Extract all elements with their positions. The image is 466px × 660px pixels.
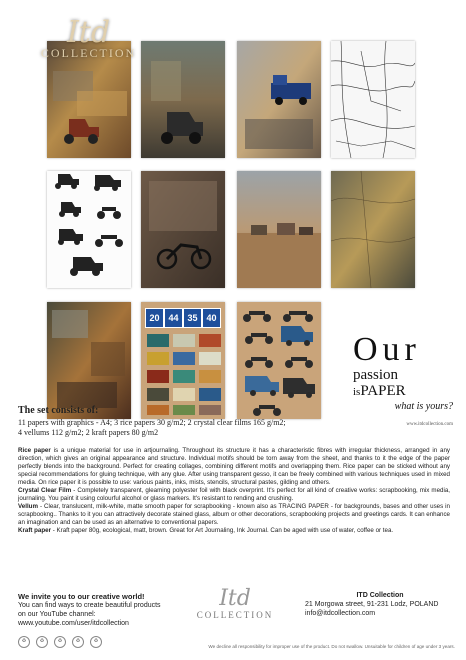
passion-url[interactable]: www.itdcollection.com (406, 422, 453, 427)
crystal-film-text: - Completely transparent, gleaming polyester foil with black overprint. It's perfect for all kind of creative works: scrapbooking, mix media, journaling. You paint it using colourful alcohol or glass markers. It's resistant to rending and crushing. (18, 487, 450, 502)
vellum-description (18, 503, 450, 527)
sheet-old-car-rust[interactable] (141, 41, 225, 158)
company-info (305, 591, 455, 618)
vellum-text: - Clear, translucent, milk-white, matte smooth paper for scrapbooking - known also as TRACING PAPER - for backgrounds, bases and other uses in scrapbookng.. Thanks to it you can attractively decorate stained glass, album or other decorations, scrapbooking projects and greetings cards. It can enhance an imagination and can be used as an alternative to conventional papers. (18, 503, 450, 526)
youtube-invite (18, 592, 188, 628)
highway-sign: 44 (164, 308, 183, 328)
company-address: 21 Morgowa street, 91-231 Lodz, POLAND (305, 601, 439, 608)
sheet-motorcycles-trucks[interactable] (237, 302, 321, 419)
logo-word: COLLECTION (40, 46, 137, 60)
disclaimer: We decline all responsibility for improper use of the product. Do not swallow. Unsuitable for children of age under 3 years. (208, 644, 455, 649)
set-contents (18, 406, 448, 438)
set-line-2: 4 vellums 112 g/m2; 2 kraft papers 80 g/m2 (18, 428, 159, 437)
recycle-icon: ♻ (18, 636, 30, 648)
rice-paper-text: is a unique material for use in artjournaling. Throughout its structure it has a characteristic fibres with irregular thickness, arranged in any direction, which gives an original appearance and structure. Individual motifs should be torn away from the sheet, and thanks to it the edge of the paper perfectly blends into the background. Perfect for creating collages, combining different motifs and overlapping them. Rice paper can be sticked without any special recommendations for gluing technique, with any glue. After using transparent gesso, it can be freely combined with various techniques used in mixed media. On rice paper it is possible to use: various paints, inks, mists, stencils, structural pastes, gilding and others. (18, 447, 451, 486)
recycling-icons (18, 636, 102, 648)
invite-line-1: You can find ways to create beautiful products (18, 602, 161, 609)
passion-paper: PAPER (360, 383, 406, 399)
footer-logo (175, 588, 295, 638)
recycle-icon: ♻ (36, 636, 48, 648)
highway-sign: 35 (183, 308, 202, 328)
sheet-desert-cars[interactable] (237, 171, 321, 288)
kraft-description (18, 527, 450, 535)
recycle-icon: ♻ (90, 636, 102, 648)
crystal-film-title: Crystal Clear Film (18, 487, 72, 494)
invite-title: We invite you to our creative world! (18, 592, 145, 601)
crystal-film-description (18, 487, 450, 503)
sheet-retro-signs[interactable] (47, 302, 131, 419)
sheet-highway-signs[interactable] (141, 302, 225, 419)
vellum-title: Vellum (18, 503, 38, 510)
passion-is: is (353, 386, 361, 398)
sheet-aged-map[interactable] (331, 171, 415, 288)
material-descriptions (18, 447, 450, 535)
highway-sign: 40 (202, 308, 221, 328)
company-email[interactable]: info@itdcollection.com (305, 610, 376, 617)
sheet-blue-truck-engine[interactable] (237, 41, 321, 158)
footer-logo-script: Itd (219, 586, 251, 611)
recycle-icon: ♻ (54, 636, 66, 648)
set-line-1: 11 papers with graphics - A4; 3 rice papers 30 g/m2; 2 crystal clear films 165 g/m2; (18, 418, 286, 427)
footer (0, 588, 466, 660)
set-title: The set consists of: (18, 405, 99, 416)
passion-word: passion (353, 367, 398, 383)
invite-line-2: on our YouTube channel: (18, 611, 96, 618)
passion-our: Our (353, 331, 421, 368)
kraft-text: - Kraft paper 80g, ecological, matt, brown. Great for Art Journaling, Ink Journal. Can be aged with use of water, coffee or tea. (51, 527, 394, 534)
youtube-link[interactable]: www.youtube.com/user/itdcollection (18, 620, 129, 627)
sheet-motorcycle-brick[interactable] (141, 171, 225, 288)
rice-paper-title: Rice paper (18, 447, 51, 454)
passion-question: what is yours? (394, 401, 453, 412)
recycle-icon: ♻ (72, 636, 84, 648)
sheet-map-linework[interactable] (331, 41, 415, 158)
company-name: ITD Collection (356, 592, 404, 599)
highway-sign: 20 (145, 308, 164, 328)
logo-script: Itd (66, 15, 111, 50)
footer-logo-word: COLLECTION (196, 610, 274, 620)
rice-paper-description (18, 447, 450, 487)
itd-collection-logo (36, 15, 141, 80)
kraft-title: Kraft paper (18, 527, 52, 534)
sheet-car-sketches[interactable] (47, 171, 131, 288)
